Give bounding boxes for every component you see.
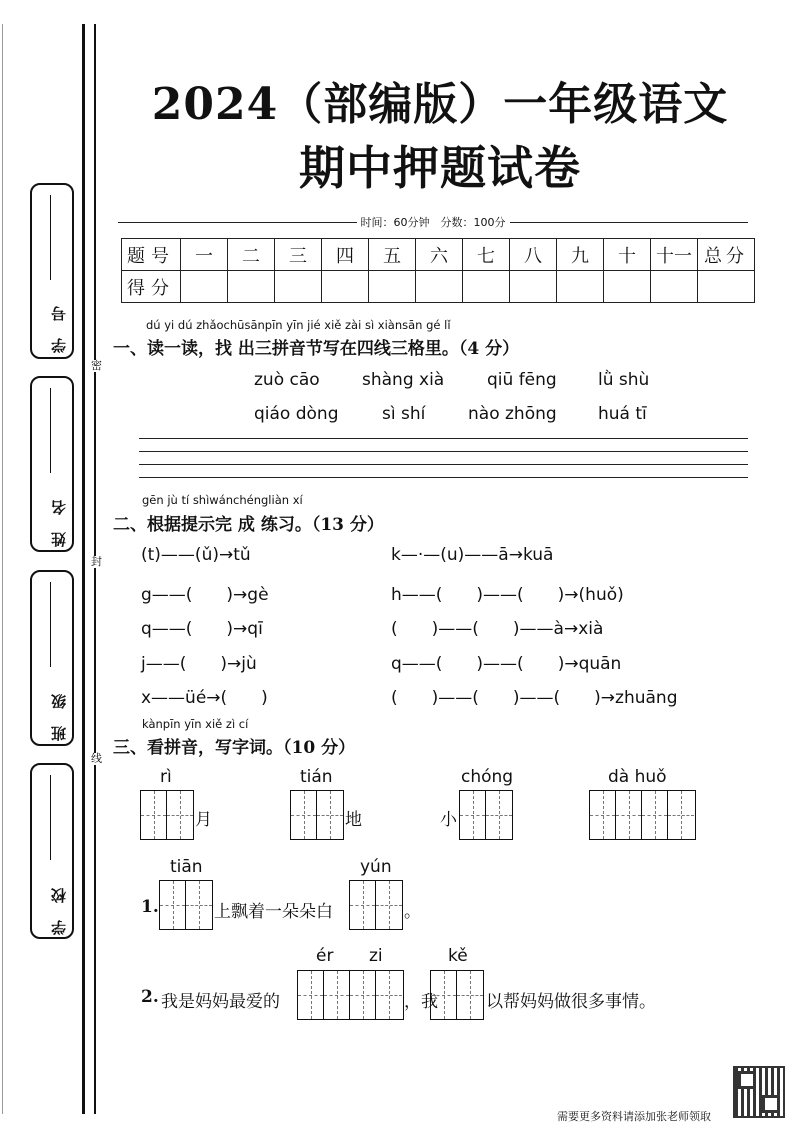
s3-pinyin: rì: [160, 767, 172, 787]
tianzige-box[interactable]: [349, 880, 403, 930]
section1-heading: 一、读一读，找 出三拼音节写在四线三格里。（4 分）: [113, 339, 520, 359]
s2-left-item: g——( )→gè: [141, 585, 269, 605]
s1-word: qiáo dòng: [254, 404, 339, 424]
score-col: 四: [322, 239, 369, 271]
s3-sentence1-pinyin: yún: [360, 857, 392, 877]
s2-left-item: q——( )→qī: [141, 619, 263, 639]
seal-char-mi: 密: [91, 359, 102, 372]
s1-word: nào zhōng: [468, 404, 557, 424]
score-cell[interactable]: [275, 271, 322, 303]
s2-left-item: x——üé→( ): [141, 688, 268, 708]
s2-right-item: q——( )——( )→quān: [391, 654, 622, 674]
score-cell[interactable]: [557, 271, 604, 303]
student-id-label: 学 号: [50, 300, 68, 354]
score-col: 九: [557, 239, 604, 271]
s2-right-item: ( )——( )——à→xià: [391, 619, 604, 639]
sentence2-number: 2.: [141, 987, 159, 1007]
tianzige-box[interactable]: [140, 790, 194, 840]
score-col: 十: [604, 239, 651, 271]
score-cell[interactable]: [369, 271, 416, 303]
score-cell[interactable]: [181, 271, 228, 303]
score-header-label: 题号: [122, 239, 181, 271]
s1-word: zuò cāo: [254, 370, 320, 390]
score-cell[interactable]: [228, 271, 275, 303]
score-col: 二: [228, 239, 275, 271]
score-cell[interactable]: [463, 271, 510, 303]
score-col: 六: [416, 239, 463, 271]
score-col: 三: [275, 239, 322, 271]
exam-info-bar: [118, 215, 748, 229]
s1-word: huá tī: [598, 404, 647, 424]
s2-left-item: j——( )→jù: [141, 654, 257, 674]
section2-pinyin: gēn jù tí shìwánchéngliàn xí: [142, 493, 303, 507]
exam-info: 时间：60分钟 分数：100分: [357, 216, 510, 229]
footer-note: 需要更多资料请添加张老师领取: [557, 1110, 711, 1123]
seal-char-xian: 线: [91, 752, 102, 765]
score-cell[interactable]: [604, 271, 651, 303]
tianzige-box[interactable]: [297, 970, 404, 1020]
score-col: 十一: [651, 239, 698, 271]
tianzige-box[interactable]: [459, 790, 513, 840]
tianzige-box[interactable]: [430, 970, 484, 1020]
s3-char: 小: [440, 810, 457, 830]
s3-sentence2-pinyin: ér: [316, 946, 334, 966]
sentence2-end: 以帮妈妈做很多事情。: [486, 992, 656, 1012]
section1-pinyin: dú yi dú zhǎochūsānpīn yīn jié xiě zài sì xiànsān gé lǐ: [146, 318, 451, 332]
qr-code-icon: [733, 1066, 785, 1118]
binding-line-inner: [94, 24, 96, 1114]
class-label: 班 级: [50, 688, 68, 742]
binding-line-outer: [82, 24, 85, 1114]
score-col: 一: [181, 239, 228, 271]
tianzige-box[interactable]: [159, 880, 213, 930]
score-row-label: 得分: [122, 271, 181, 303]
s1-word: shàng xià: [362, 370, 445, 390]
score-value-row: [122, 271, 755, 303]
s3-pinyin: chóng: [461, 767, 514, 787]
score-cell[interactable]: [698, 271, 755, 303]
s2-right-item: ( )——( )——( )→zhuāng: [391, 688, 678, 708]
school-label: 学 校: [50, 882, 68, 936]
section3-heading: 三、看拼音，写字词。（10 分）: [113, 738, 356, 758]
name-label: 姓 名: [50, 494, 68, 548]
s1-word: sì shí: [382, 404, 426, 424]
tianzige-box[interactable]: [290, 790, 344, 840]
s3-pinyin: tián: [300, 767, 333, 787]
s3-sentence2-pinyin: zi: [369, 946, 383, 966]
sentence2-mid: ，我: [404, 992, 438, 1012]
section2-heading: 二、根据提示完 成 练习。（13 分）: [113, 515, 384, 535]
title-line-2: 期中押题试卷: [299, 141, 581, 195]
s1-word: qiū fēng: [487, 370, 557, 390]
score-cell[interactable]: [510, 271, 557, 303]
score-header-row: [122, 239, 755, 271]
score-cell[interactable]: [651, 271, 698, 303]
s3-sentence1-pinyin: tiān: [170, 857, 203, 877]
s3-char: 月: [195, 810, 212, 830]
s3-char: 地: [345, 810, 362, 830]
s3-pinyin: dà huǒ: [608, 767, 667, 787]
title-line-1: 2024（部编版）一年级语文: [151, 79, 729, 130]
score-cell[interactable]: [416, 271, 463, 303]
score-col: 五: [369, 239, 416, 271]
score-cell[interactable]: [322, 271, 369, 303]
s3-sentence2-pinyin: kě: [448, 946, 468, 966]
s1-word: lǜ shù: [598, 370, 650, 390]
score-col: 八: [510, 239, 557, 271]
s2-right-item: h——( )——( )→(huǒ): [391, 585, 624, 605]
sentence1-number: 1.: [141, 897, 159, 917]
sentence1-text: 上飘着一朵朵白: [214, 902, 333, 922]
score-col: 七: [463, 239, 510, 271]
binding-line-edge: [2, 24, 3, 1114]
sentence1-end: 。: [404, 902, 421, 922]
seal-char-feng: 封: [91, 555, 102, 568]
s2-left-item: (t)——(ǔ)→tǔ: [141, 545, 251, 565]
score-col-total: 总分: [698, 239, 755, 271]
sentence2-text: 我是妈妈最爱的: [161, 992, 280, 1012]
section3-pinyin: kànpīn yīn xiě zì cí: [142, 717, 249, 731]
tianzige-box[interactable]: [589, 790, 696, 840]
s2-right-item: k—·—(u)——ā→kuā: [391, 545, 554, 565]
score-table: [121, 238, 755, 303]
